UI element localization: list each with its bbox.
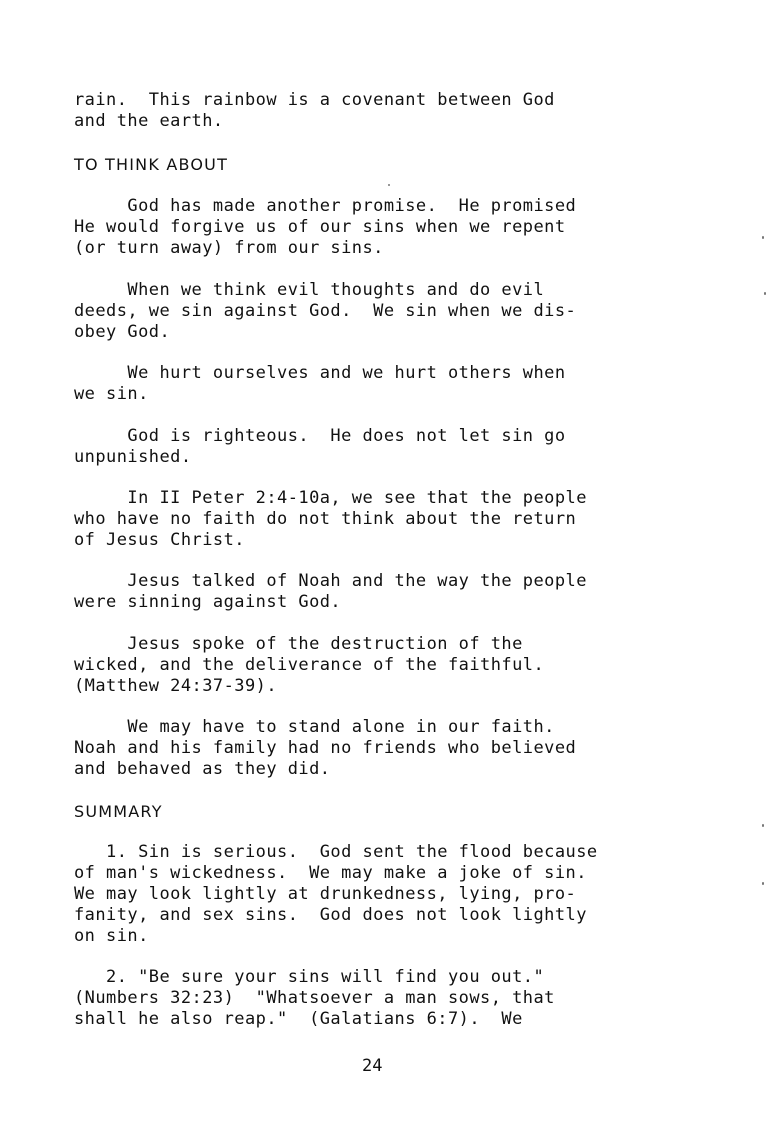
- scan-speck: [388, 184, 390, 186]
- paragraph-hurt-ourselves: We hurt ourselves and we hurt others when we sin.: [74, 363, 566, 404]
- paragraph-god-righteous: God is righteous. He does not let sin go unpunished.: [74, 426, 566, 467]
- scan-speck: [762, 824, 764, 827]
- scan-speck: [762, 882, 764, 885]
- paragraph-evil-thoughts: When we think evil thoughts and do evil deeds, we sin against God. We sin when we dis- obey God.: [74, 280, 577, 342]
- scan-speck: [762, 236, 764, 239]
- scan-speck: [764, 292, 766, 295]
- paragraph-jesus-noah: Jesus talked of Noah and the way the people were sinning against God.: [74, 571, 587, 612]
- summary-item-2: 2. "Be sure your sins will find you out." (Numbers 32:23) "Whatsoever a man sows, that shall he also reap." (Galatians 6:7). We: [74, 967, 555, 1029]
- page-number: 24: [362, 1056, 383, 1076]
- paragraph-ii-peter: In II Peter 2:4-10a, we see that the people who have no faith do not think about the return of Jesus Christ.: [74, 488, 587, 550]
- paragraph-stand-alone: We may have to stand alone in our faith. Noah and his family had no friends who believed and behaved as they did.: [74, 717, 577, 779]
- paragraph-destruction: Jesus spoke of the destruction of the wicked, and the deliverance of the faithful. (Matthew 24:37-39).: [74, 634, 545, 696]
- heading-summary: SUMMARY: [74, 802, 163, 821]
- intro-paragraph: rain. This rainbow is a covenant between God and the earth.: [74, 90, 555, 131]
- summary-item-1: 1. Sin is serious. God sent the flood because of man's wickedness. We may make a joke of sin. We may look lightly at drunkedness, lying, pro- fanity, and sex sins. God does not look lightly on sin.: [74, 842, 598, 946]
- paragraph-promise: God has made another promise. He promised He would forgive us of our sins when we repent (or turn away) from our sins.: [74, 196, 577, 258]
- heading-to-think-about: TO THINK ABOUT: [74, 155, 229, 174]
